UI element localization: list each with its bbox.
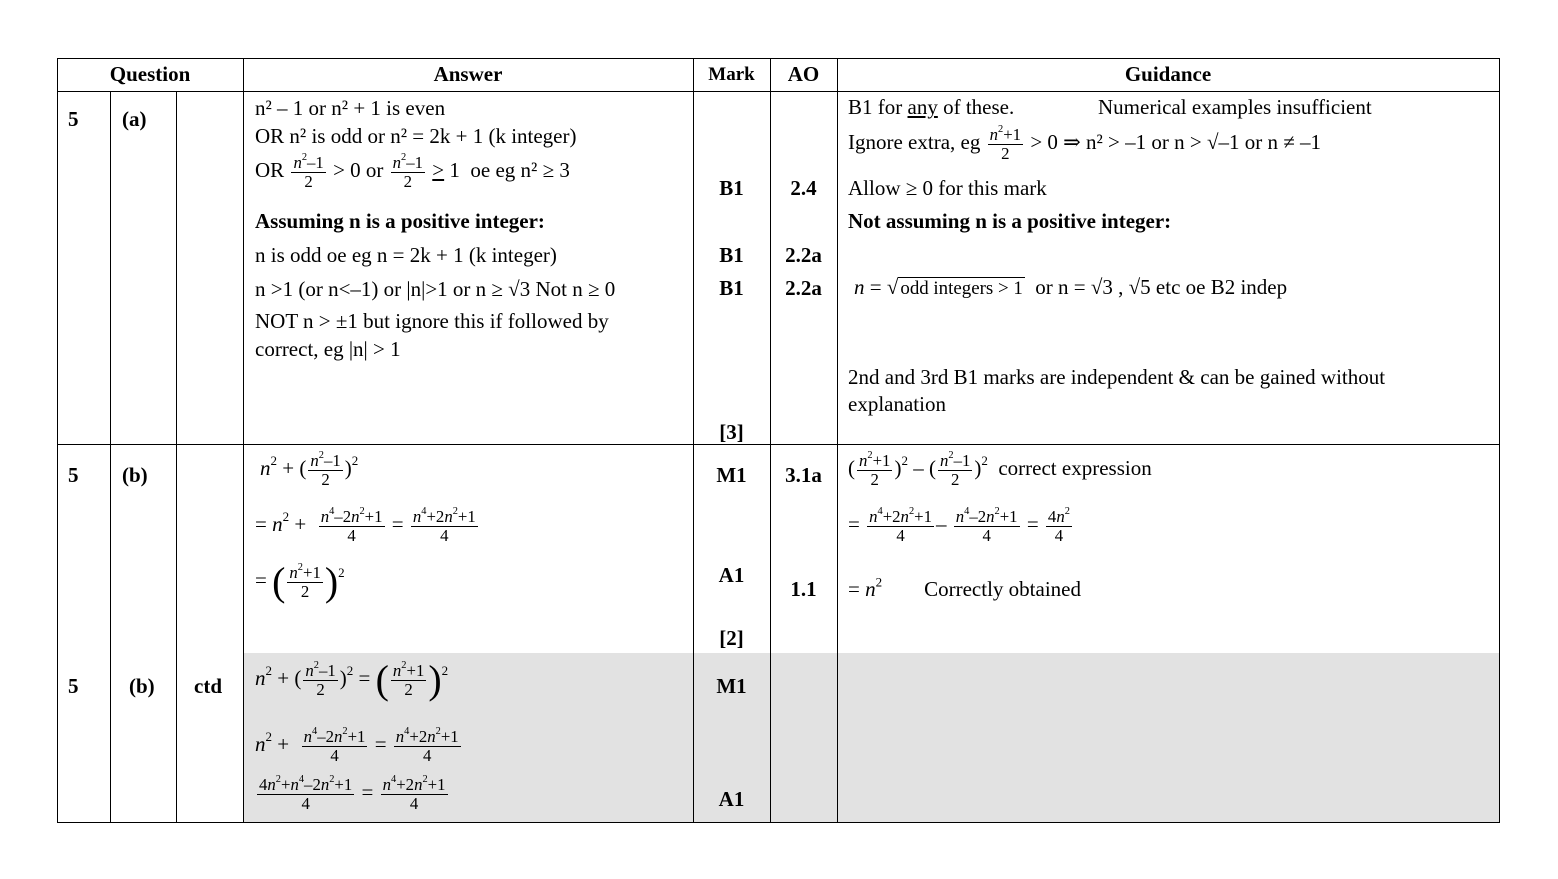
col-divider <box>837 58 838 823</box>
mark-scheme-table <box>57 58 1500 823</box>
ao-code: 2.2a <box>785 243 822 267</box>
table-border-right <box>1499 58 1500 823</box>
answer-a-n-gt-1: n >1 (or n<–1) or |n|>1 or n ≥ √3 Not n ≥ 0 <box>255 277 616 301</box>
guidance-a-b1: B1 for any of these. <box>848 95 1015 119</box>
header-question: Question <box>109 62 191 86</box>
guidance-a-not-assuming: Not assuming n is a positive integer: <box>848 209 1172 233</box>
header-answer: Answer <box>433 62 503 86</box>
guidance-a-numerical: Numerical examples insufficient <box>1098 95 1372 119</box>
col-divider <box>243 58 244 823</box>
ao-code: 2.2a <box>785 276 822 300</box>
question-part: (b) <box>129 674 155 698</box>
table-border-bottom <box>57 822 1500 823</box>
answer-a-line2: OR n² is odd or n² = 2k + 1 (k integer) <box>255 124 577 148</box>
answer-bctd-line3: $\frac{4n^2+n^4-2n^2+1}{4}$ = $\frac{n^4+2n^2+1}{4}$ <box>259 774 446 813</box>
mark-a1: A1 <box>718 563 745 587</box>
row-divider <box>57 444 1500 445</box>
mark-b1: B1 <box>719 243 744 267</box>
guidance-a-ignore: Ignore extra, eg $\frac{n^2+1}{2}$ > 0 ⇒ n² > –1 or n > √–1 or n ≠ –1 <box>848 124 1322 163</box>
mark-total: [2] <box>719 626 744 650</box>
ao-code: 2.4 <box>790 176 817 200</box>
col-divider <box>770 58 771 823</box>
question-number: 5 <box>68 107 79 131</box>
guidance-a-sqrt: n = √ odd integers > 1 or n = √3 , √5 etc oe B2 indep <box>854 275 1288 299</box>
col-divider <box>176 92 177 823</box>
answer-a-n-odd: n is odd oe eg n = 2k + 1 (k integer) <box>255 243 557 267</box>
header-mark: Mark <box>708 64 755 85</box>
ao-code: 3.1a <box>785 463 822 487</box>
col-divider <box>110 92 111 823</box>
guidance-b-working: = $\frac{n^4+2n^2+1}{4}$ – $\frac{n^4-2n^2+1}{4}$ = $\frac{4n^2}{4}$ <box>848 506 1070 545</box>
table-border-left <box>57 58 58 823</box>
guidance-a-allow: Allow ≥ 0 for this mark <box>848 176 1047 200</box>
question-part: (b) <box>122 463 148 487</box>
guidance-a-indep-line1: 2nd and 3rd B1 marks are independent & can be gained without <box>848 365 1386 389</box>
question-part: (a) <box>122 107 147 131</box>
question-number: 5 <box>68 463 79 487</box>
answer-bctd-line2: $n^2$ + $\frac{n^4-2n^2+1}{4}$ = $\frac{n^4+2n^2+1}{4}$ <box>255 726 459 765</box>
mark-a1: A1 <box>718 787 745 811</box>
header-guidance: Guidance <box>1124 62 1212 86</box>
mark-m1: M1 <box>716 674 747 698</box>
guidance-a-indep-line2: explanation <box>848 392 946 416</box>
guidance-b-result: = $n^2$ Correctly obtained <box>848 574 1081 601</box>
mark-total: [3] <box>719 420 744 444</box>
answer-a-assuming: Assuming n is a positive integer: <box>255 209 545 233</box>
answer-b-line3: = ( $\frac{n^2+1}{2}$ )$^2$ <box>255 559 345 605</box>
mark-m1: M1 <box>716 463 747 487</box>
question-ctd: ctd <box>194 674 222 698</box>
ao-code: 1.1 <box>790 577 817 601</box>
mark-b1: B1 <box>719 276 744 300</box>
answer-bctd-line1: $n^2$ + ( $\frac{n^2-1}{2}$ )$^2$ = ( $\frac{n^2+1}{2}$ )$^2$ <box>255 657 449 703</box>
question-number: 5 <box>68 674 79 698</box>
answer-b-line1: $n^2$ + ( $\frac{n^2-1}{2}$ )$^2$ <box>260 450 359 489</box>
answer-a-line1: n² – 1 or n² + 1 is even <box>255 96 446 120</box>
answer-a-not-line1: NOT n > ±1 but ignore this if followed by <box>255 309 609 333</box>
table-border-top <box>57 58 1500 59</box>
answer-a-not-line2: correct, eg |n| > 1 <box>255 337 401 361</box>
answer-b-line2: = $n^2$ + $\frac{n^4-2n^2+1}{4}$ = $\frac{n^4+2n^2+1}{4}$ <box>255 506 476 545</box>
answer-a-line3: OR $\frac{n^2-1}{2}$ > 0 or $\frac{n^2-1}{2}$ > 1 oe eg n² ≥ 3 <box>255 152 570 191</box>
header-divider <box>57 91 1500 92</box>
mark-b1: B1 <box>719 176 744 200</box>
header-ao: AO <box>787 62 820 86</box>
guidance-b-expression: ( $\frac{n^2+1}{2}$ )$^2$ – ( $\frac{n^2-1}{2}$ )$^2$ correct expression <box>848 450 1152 489</box>
